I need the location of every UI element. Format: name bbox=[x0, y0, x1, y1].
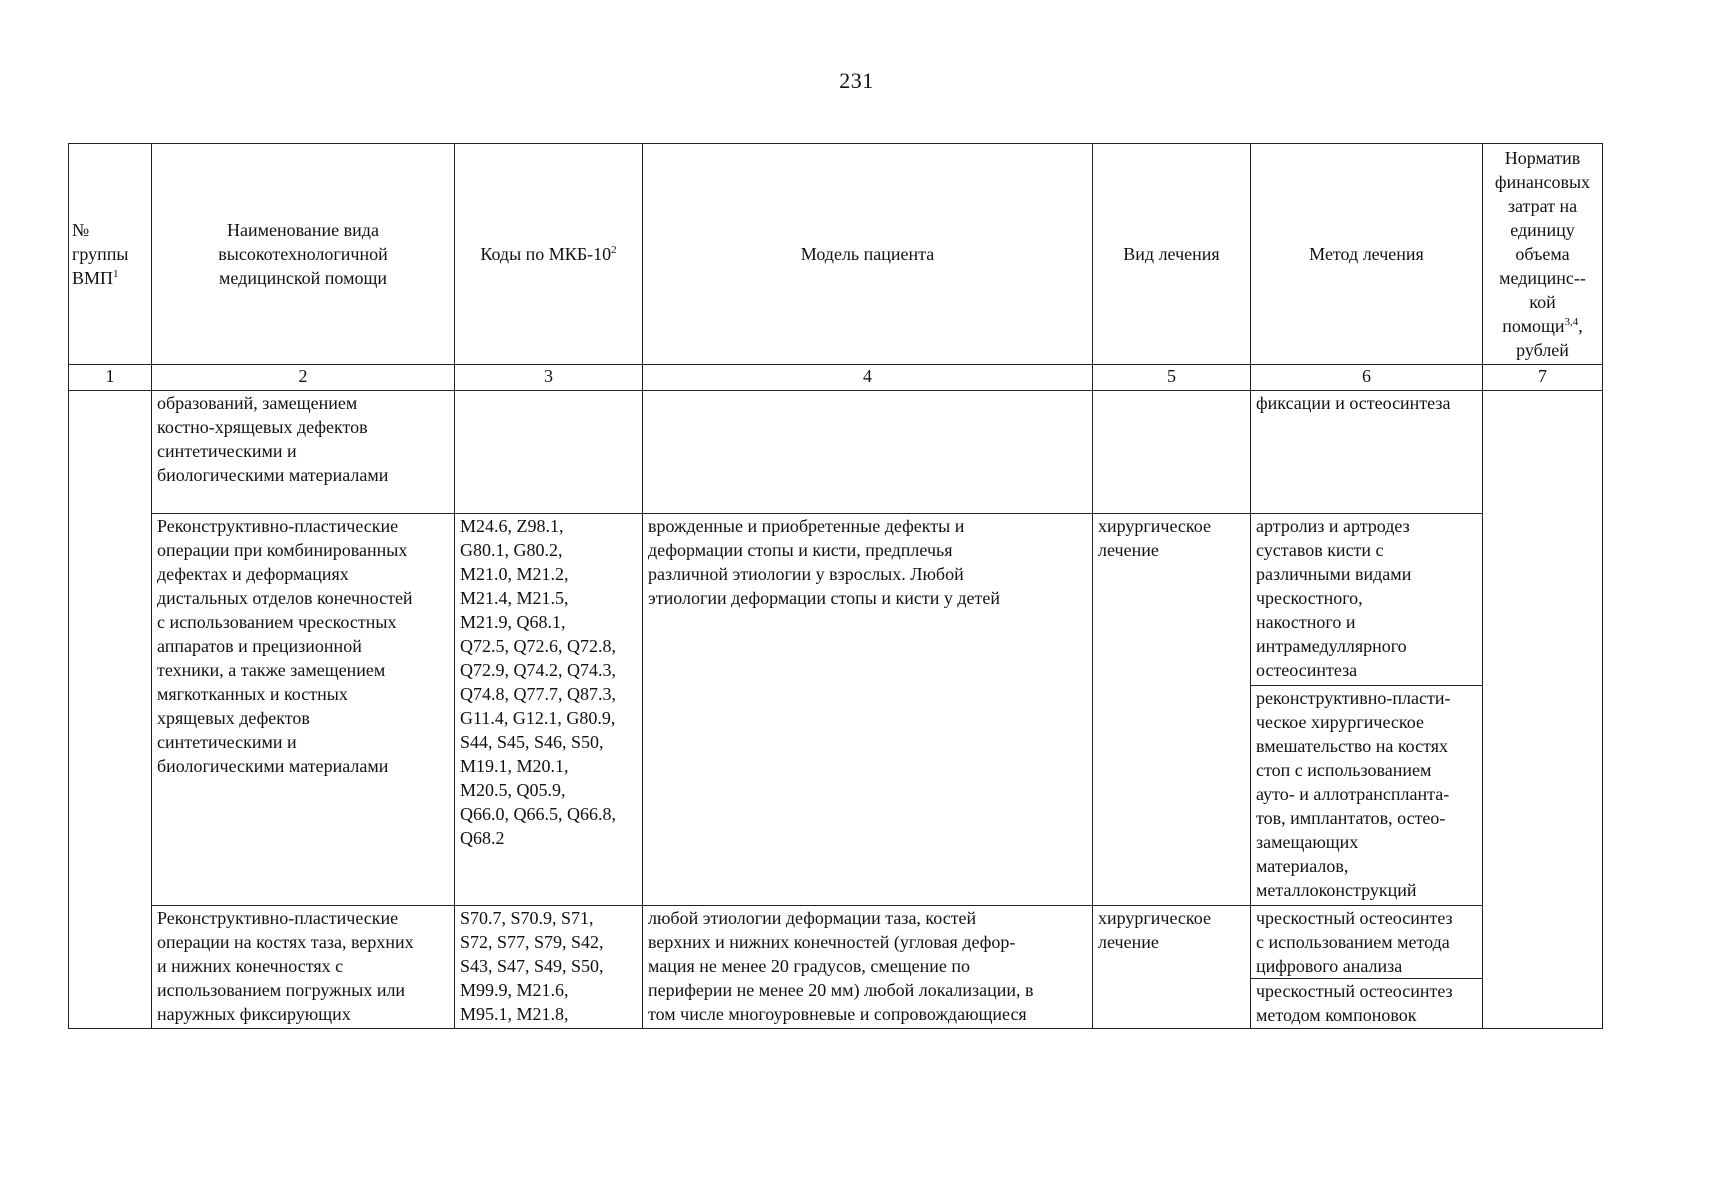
header-patient-model bbox=[643, 144, 1093, 365]
table-row-continued bbox=[69, 391, 1603, 514]
icd-codes-cell: M24.6, Z98.1, G80.1, G80.2, M21.0, M21.2, M21.4, M21.5, M21.9, Q68.1, Q72.5, Q72.6, Q72.8, Q72.9, Q74.2, Q74.3, Q74.8, Q77.7, Q87.3, G11.4, G12.1, G80.9, S44, S45, S46, S50, M19.1, M20.1, M20.5, Q05.9, Q66.0, Q66.5, Q66.8, Q68.2 bbox=[455, 514, 643, 906]
column-number-5: 5 bbox=[1093, 365, 1251, 391]
header-icd-codes-text: Коды по МКБ-10 bbox=[480, 244, 612, 264]
cost-norm-cell bbox=[1483, 391, 1603, 1029]
footnote-marker-3-4: 3,4 bbox=[1564, 316, 1579, 328]
treatment-type-cell: хирургическое лечение bbox=[1093, 514, 1251, 906]
vmp-table bbox=[68, 143, 1603, 1029]
treatment-method-cell: артролиз и артродез суставов кисти с различными видами чрескостного, накостного и интрамедуллярного остеосинтеза bbox=[1251, 514, 1483, 686]
header-care-type-name bbox=[152, 144, 455, 365]
care-type-name-cell: Реконструктивно-пластические операции при комбинированных дефектах и деформациях дистальных отделов конечностей с использованием чрескостных аппаратов и прецизионной техники, а также замещением мягкотканных и костных хрящевых дефектов синтетическими и биологическими материалами bbox=[152, 514, 455, 906]
treatment-method-cell: чрескостный остеосинтез методом компоновок bbox=[1251, 979, 1483, 1029]
header-cost-norm-unit: , рублей bbox=[1516, 316, 1583, 360]
treatment-type-cell bbox=[1093, 391, 1251, 514]
header-treatment-type-text: Вид лечения bbox=[1123, 244, 1220, 264]
header-cost-norm bbox=[1483, 144, 1603, 365]
header-care-type-name-text: Наименование вида высокотехнологичной медицинской помощи bbox=[218, 220, 388, 288]
treatment-type-cell: хирургическое лечение bbox=[1093, 906, 1251, 1029]
care-type-name-cell: Реконструктивно-пластические операции на костях таза, верхних и нижних конечностях с использованием погружных или наружных фиксирующих bbox=[152, 906, 455, 1029]
column-number-2: 2 bbox=[152, 365, 455, 391]
column-number-1: 1 bbox=[69, 365, 152, 391]
treatment-method-cell: чрескостный остеосинтез с использованием метода цифрового анализа bbox=[1251, 906, 1483, 979]
header-treatment-method bbox=[1251, 144, 1483, 365]
page-number: 231 bbox=[839, 68, 874, 93]
column-number-row bbox=[69, 365, 1603, 391]
care-type-name-cell: образований, замещением костно-хрящевых дефектов синтетическими и биологическими материалами bbox=[152, 391, 455, 514]
treatment-method-cell: реконструктивно-пласти- ческое хирургическое вмешательство на костях стоп с использованием ауто- и аллотранспланта- тов, имплантатов, остео- замещающих материалов, металлоконструкций bbox=[1251, 686, 1483, 906]
column-number-7: 7 bbox=[1483, 365, 1603, 391]
header-group-number bbox=[69, 144, 152, 365]
header-treatment-method-text: Метод лечения bbox=[1309, 244, 1424, 264]
header-group-number-text: № группы ВМП bbox=[72, 220, 129, 288]
column-number-6: 6 bbox=[1251, 365, 1483, 391]
column-number-3: 3 bbox=[455, 365, 643, 391]
group-number-cell bbox=[69, 391, 152, 1029]
header-row bbox=[69, 144, 1603, 365]
footnote-marker-1: 1 bbox=[113, 268, 119, 280]
header-treatment-type bbox=[1093, 144, 1251, 365]
patient-model-cell bbox=[643, 391, 1093, 514]
header-cost-norm-text: Норматив финансовых затрат на единицу объема медицинс-- кой помощи bbox=[1494, 148, 1591, 336]
header-patient-model-text: Модель пациента bbox=[800, 244, 935, 264]
icd-codes-cell: S70.7, S70.9, S71, S72, S77, S79, S42, S43, S47, S49, S50, M99.9, M21.6, M95.1, M21.8, bbox=[455, 906, 643, 1029]
column-number-4: 4 bbox=[643, 365, 1093, 391]
header-icd-codes bbox=[455, 144, 643, 365]
table-row-distal-limbs bbox=[69, 514, 1603, 686]
patient-model-cell: врожденные и приобретенные дефекты и деформации стопы и кисти, предплечья различной этиологии у взрослых. Любой этиологии деформации стопы и кисти у детей bbox=[643, 514, 1093, 906]
table-row-pelvis-limbs bbox=[69, 906, 1603, 979]
patient-model-cell: любой этиологии деформации таза, костей верхних и нижних конечностей (угловая дефор- мация не менее 20 градусов, смещение по периферии не менее 20 мм) любой локализации, в том числе многоуровневые и сопровождающиеся bbox=[643, 906, 1093, 1029]
icd-codes-cell bbox=[455, 391, 643, 514]
footnote-marker-2: 2 bbox=[611, 244, 617, 256]
treatment-method-cell: фиксации и остеосинтеза bbox=[1251, 391, 1483, 514]
